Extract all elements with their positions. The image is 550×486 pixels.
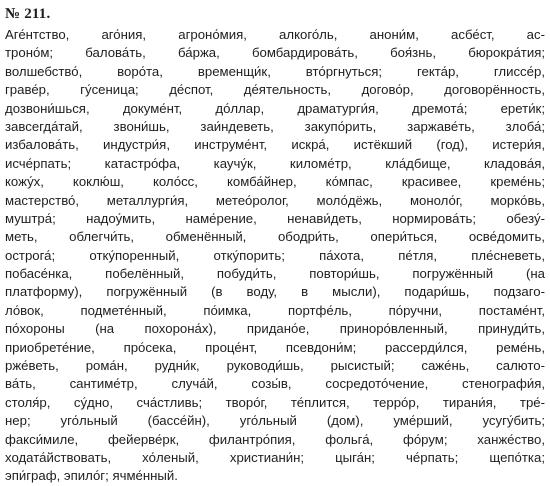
exercise-body: [5, 26, 545, 486]
text-line: граве́р, гу́сеница; де́спот, де́ятельность, догово́р, договорённость,: [5, 82, 545, 98]
text-line: избалова́ть, индустри́я, инструме́нт, искра́, истёкший (год), истери́я,: [5, 137, 545, 153]
text-line: завсегда́тай, звони́шь, заи́ндеветь, закупо́рить, заржаве́ть, злоба́;: [5, 118, 545, 134]
text-line: муштра́; надоу́мить, наме́рение, ненави́деть, нормирова́ть; обезу́-: [5, 210, 545, 226]
text-line: ходата́йствовать, хо́леный, христиани́н; цыга́н; че́рпать; щепо́тка;: [5, 449, 545, 465]
text-line: мастерство́, металлурги́я, метео́ролог, моло́дёжь, моноло́г, морко́вь,: [5, 192, 545, 208]
text-line: ва́ть, сантиме́тр, случа́й, созы́в, сосредото́чение, стенографи́я,: [5, 376, 545, 392]
text-line: платформу), погружённый (в воду, в мысли), подари́шь, подзаго-: [5, 284, 545, 300]
text-line: побасе́нка, побелённый, побуди́ть, повтори́шь, погружённый (на: [5, 266, 545, 282]
exercise-page: [5, 5, 545, 486]
text-line: рже́веть, рома́н, рудни́к, руководи́шь, рысистый; саже́нь, салюто-: [5, 358, 545, 374]
text-line: факси́миле, фейерве́рк, филантро́пия, фольга́, фо́рум; ханже́ство,: [5, 431, 545, 447]
text-line: столя́р, су́дно, сча́стливь; творо́г, те́плится, терро́р, тирани́я, тре́-: [5, 394, 545, 410]
text-line: кожу́х, коклю́ш, коло́сс, комба́йнер, ко́мпас, красивее, креме́нь;: [5, 174, 545, 190]
exercise-number: № 211.: [5, 6, 51, 22]
text-line: нер; уго́льный (бассе́йн), уго́льный (дом), уме́рший, усугу́бить;: [5, 413, 545, 429]
text-line: острога́; отку́поренный, отку́порить; па́хота, пе́тля, пле́сневеть,: [5, 247, 545, 263]
text-line: троно́м; балова́ть, ба́ржа, бомбардирова́ть, боя́знь, бюрокра́тия;: [5, 45, 545, 61]
text-line: приобрете́ние, про́сека, проце́нт, псевдони́м; рассерди́лся, реме́нь,: [5, 339, 545, 355]
text-line: эпи́граф, эпило́г; ячме́нный.: [5, 468, 178, 484]
text-line: волшебство́, воро́та, временщи́к, вто́ргнуться; гекта́р, глиссе́р,: [5, 63, 545, 79]
text-line: исче́рпать; катастро́фа, каучу́к, киломе́тр, кла́дбище, кладова́я,: [5, 155, 545, 171]
text-line: ло́вок, подмете́нный, по́имка, портфе́ль, по́ручни, постаме́нт,: [5, 302, 545, 318]
text-line: меть, облегчи́ть, обменённый, ободри́ть, опери́ться, осве́домить,: [5, 229, 545, 245]
text-line: по́хороны (на похорона́х), придано́е, приноро́вленный, принуди́ть,: [5, 321, 545, 337]
text-line: дозвони́шься, докуме́нт, до́ллар, драматурги́я, дремота́; ерети́к;: [5, 100, 545, 116]
text-line: Аге́нтство, аго́ния, агроно́мия, алкого́ль, анони́м, асбе́ст, ас-: [5, 27, 545, 42]
